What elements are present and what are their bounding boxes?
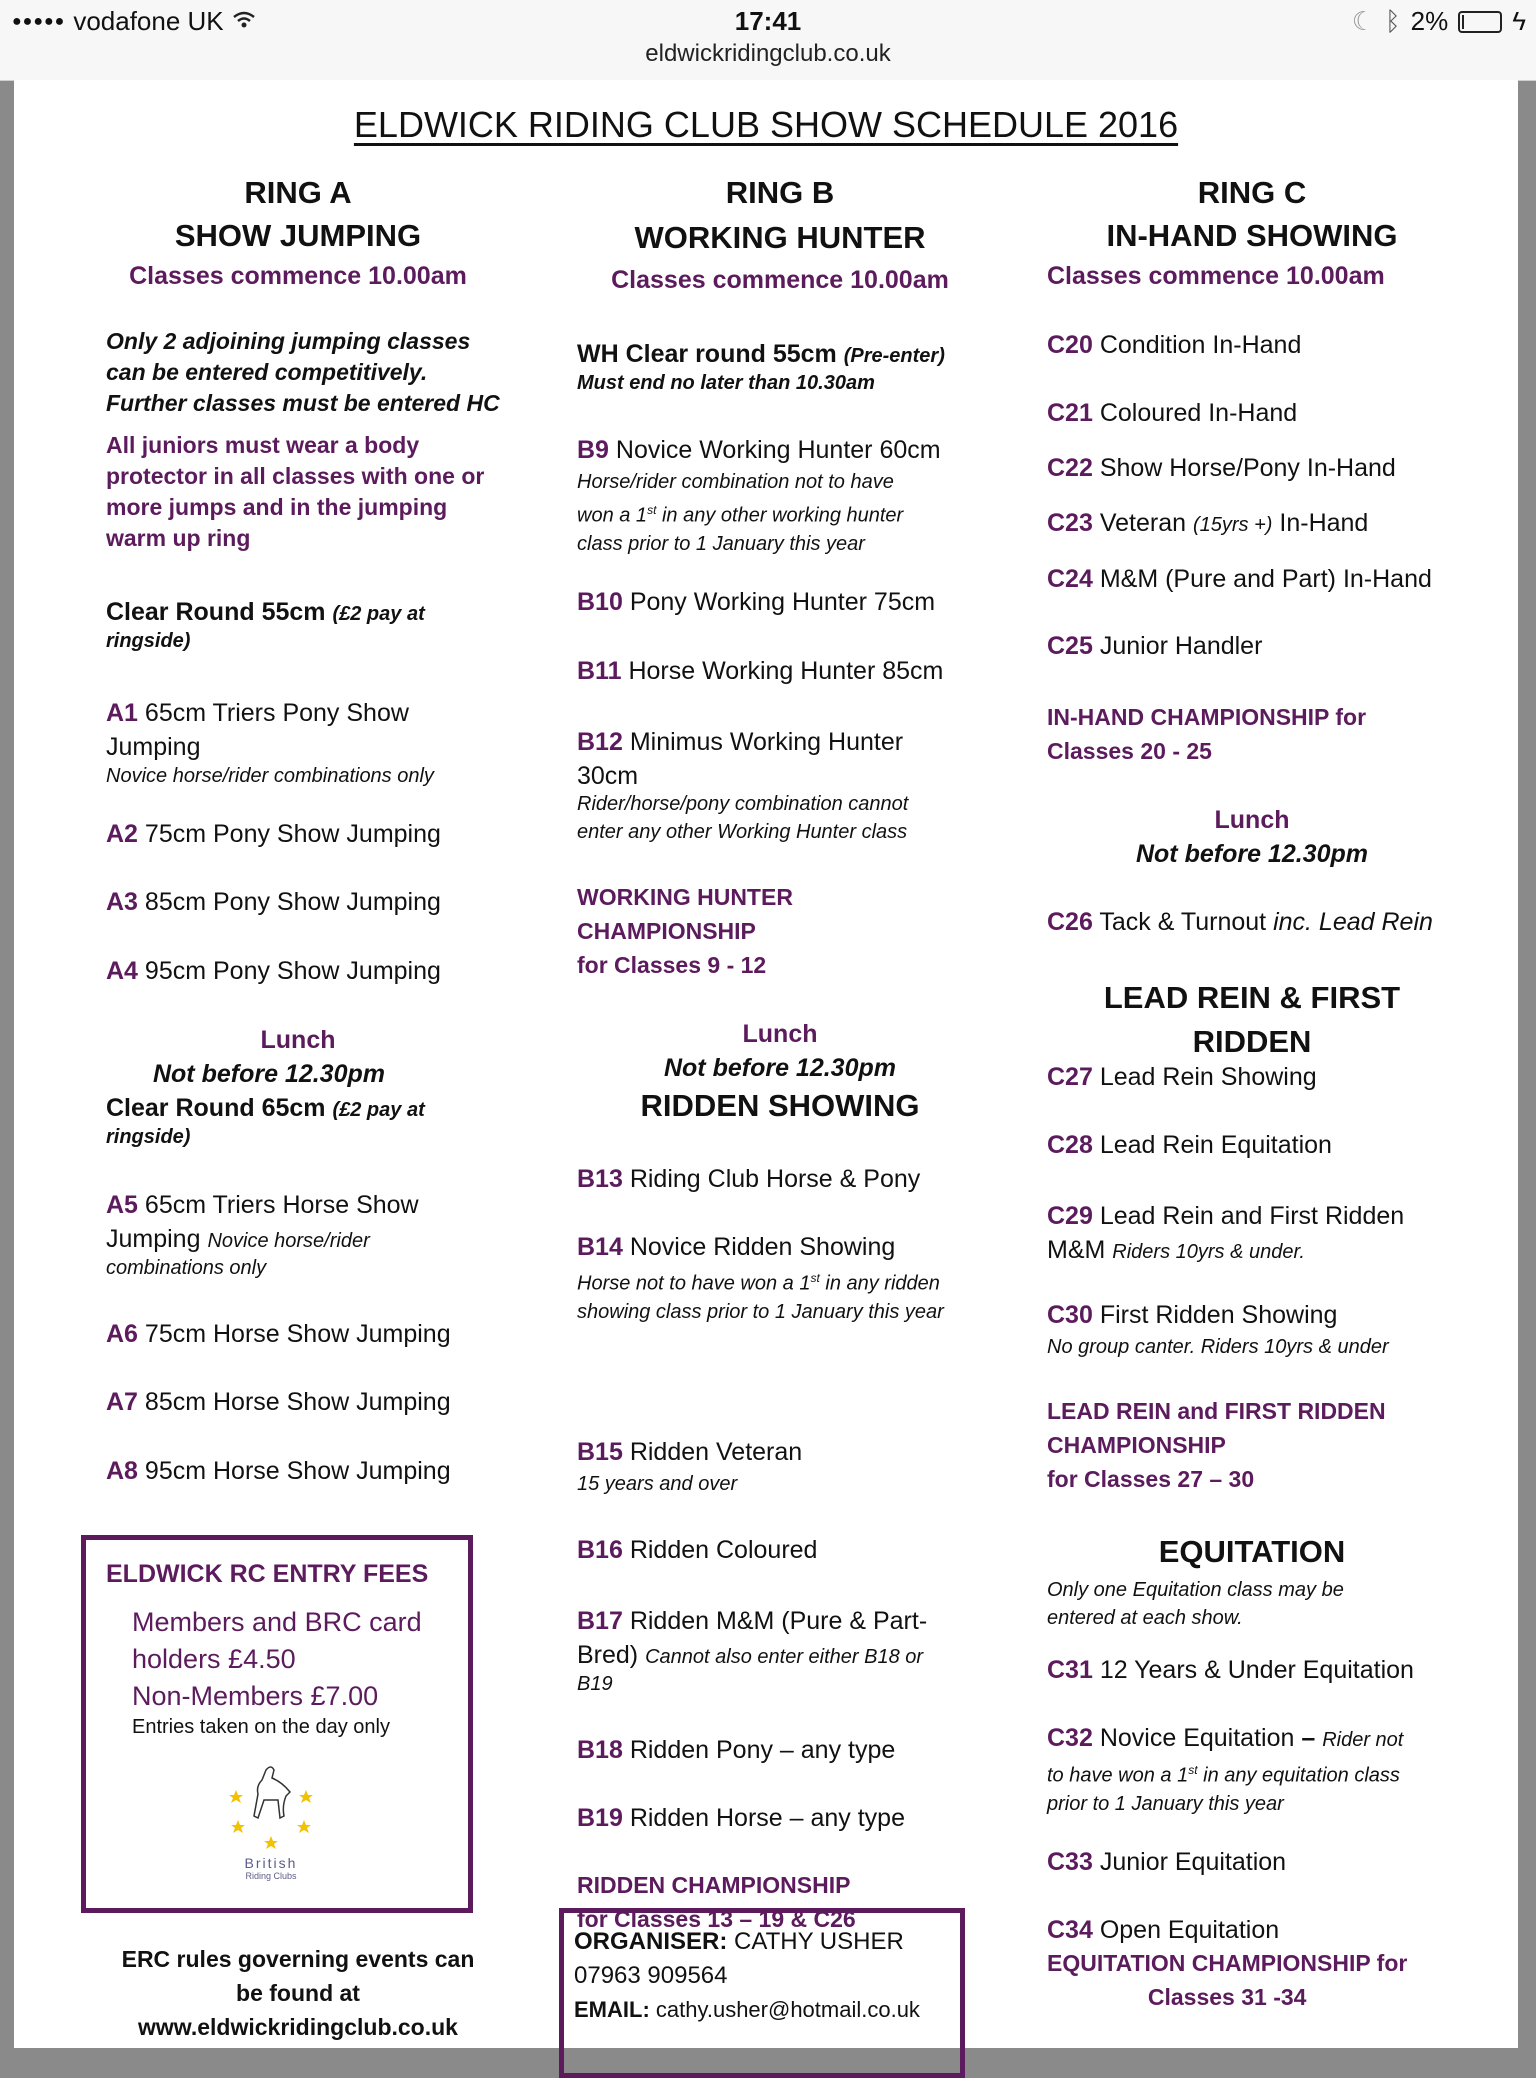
wh-note: Must end no later than 10.30am (577, 372, 875, 394)
battery-icon (1458, 11, 1502, 33)
fee-line: Members and BRC card (132, 1607, 422, 1637)
class-a7 (106, 1388, 451, 1417)
champ-line: EQUITATION CHAMPIONSHIP for (1047, 1950, 1408, 1976)
clear-round-note: (£2 pay at (332, 603, 425, 625)
ridden-showing-heading: RIDDEN SHOWING (640, 1088, 920, 1123)
class-text: Ridden Coloured (629, 1536, 818, 1564)
class-c21 (1047, 399, 1297, 428)
erc-line: ERC rules governing events can (121, 1946, 475, 1972)
class-note: Riders 10yrs & under. (1112, 1241, 1305, 1263)
class-note: Novice horse/rider (207, 1230, 370, 1252)
battery-percent: 2% (1410, 6, 1449, 36)
class-code: A4 (106, 957, 138, 985)
rule-line: warm up ring (106, 525, 251, 551)
note-line: enter any other Working Hunter class (577, 821, 908, 843)
in-hand-championship (1047, 700, 1366, 768)
class-code: C28 (1047, 1131, 1093, 1159)
clear-round-65 (106, 1094, 425, 1123)
class-b16 (577, 1536, 817, 1565)
class-c30 (1047, 1301, 1337, 1330)
email-label: EMAIL: (574, 1997, 650, 2022)
class-code: C26 (1047, 908, 1093, 936)
class-text: Jumping (106, 733, 201, 761)
fee-line: holders £4.50 (132, 1644, 296, 1674)
carrier-name: vodafone UK (73, 6, 224, 36)
class-text: Minimus Working Hunter (629, 728, 904, 756)
lead-rein-championship (1047, 1394, 1386, 1496)
class-text: Lead Rein Equitation (1099, 1131, 1332, 1159)
class-text: First Ridden Showing (1099, 1301, 1338, 1329)
class-text: Novice Equitation (1099, 1724, 1295, 1752)
note-line (1047, 1756, 1400, 1790)
ring-b-name: WORKING HUNTER (634, 220, 926, 255)
clear-round-title: Clear Round 55cm (106, 598, 326, 626)
class-b9-note (577, 468, 903, 558)
class-a5-note: combinations only (106, 1257, 267, 1279)
ring-c-name: IN-HAND SHOWING (1106, 218, 1398, 253)
class-code: C21 (1047, 399, 1093, 427)
ring-a-not-before: Not before 12.30pm (152, 1060, 385, 1088)
class-text: Pony Working Hunter 75cm (629, 588, 936, 616)
entry-fees-note: Entries taken on the day only (132, 1716, 390, 1738)
clear-round-note2: ringside) (106, 1126, 191, 1148)
class-b10 (577, 588, 935, 617)
class-c29 (1047, 1199, 1404, 1269)
class-text: Lead Rein and First Ridden (1099, 1202, 1405, 1230)
note-line: Horse/rider combination not to have (577, 471, 894, 493)
erc-link[interactable]: www.eldwickridingclub.co.uk (138, 2014, 458, 2040)
class-text: M&M (Pure and Part) In-Hand (1099, 565, 1432, 593)
class-code: C24 (1047, 565, 1093, 593)
class-c34 (1047, 1916, 1279, 1945)
class-text: Ridden Veteran (629, 1438, 803, 1466)
class-code: C20 (1047, 331, 1093, 359)
class-text: Condition In-Hand (1099, 331, 1302, 359)
wh-pre-enter: (Pre-enter) (843, 345, 945, 367)
heading-line: LEAD REIN & FIRST (1103, 980, 1401, 1015)
class-text: Jumping (106, 1225, 201, 1253)
champ-line: WORKING HUNTER (577, 884, 793, 910)
class-code: B17 (577, 1607, 623, 1635)
logo-text-clubs: Riding Clubs (245, 1871, 297, 1881)
class-code: C29 (1047, 1202, 1093, 1230)
class-a8 (106, 1457, 451, 1486)
clear-round-note2: ringside) (106, 630, 191, 652)
rule-line: can be entered competitively. (106, 359, 428, 385)
class-b15-note: 15 years and over (577, 1473, 738, 1495)
working-hunter-championship (577, 880, 793, 982)
class-note: (15yrs +) (1192, 514, 1273, 536)
class-text: Riding Club Horse & Pony (629, 1165, 921, 1193)
class-code: C31 (1047, 1656, 1093, 1684)
champ-line: LEAD REIN and FIRST RIDDEN (1047, 1398, 1386, 1424)
entry-fees-prices (132, 1604, 422, 1715)
class-code: A7 (106, 1388, 138, 1416)
wh-clear-round (577, 340, 945, 369)
champ-line: IN-HAND CHAMPIONSHIP for (1047, 704, 1367, 730)
champ-line: for Classes 27 – 30 (1047, 1466, 1255, 1492)
class-text: 85cm Horse Show Jumping (144, 1388, 451, 1416)
class-a6 (106, 1320, 451, 1349)
class-text: 12 Years & Under Equitation (1099, 1656, 1414, 1684)
class-code: B11 (577, 657, 622, 685)
class-code: B15 (577, 1438, 623, 1466)
note-line: class prior to 1 January this year (577, 532, 865, 555)
note-line: Only one Equitation class may be (1047, 1579, 1344, 1601)
class-code: B16 (577, 1536, 623, 1564)
ring-c-commence: Classes commence 10.00am (1047, 262, 1385, 290)
rule-line: All juniors must wear a body (106, 432, 420, 458)
class-code: C27 (1047, 1063, 1093, 1091)
organiser-info (574, 1925, 920, 2027)
class-text: Bred) (577, 1641, 639, 1669)
fee-line: Non-Members £7.00 (132, 1681, 379, 1711)
class-code: A5 (106, 1191, 138, 1219)
class-code: B9 (577, 436, 609, 464)
class-b13 (577, 1165, 920, 1194)
ring-a-rule-jumping (106, 326, 500, 419)
organiser-email-line (574, 1993, 920, 2027)
note-line: entered at each show. (1047, 1607, 1243, 1629)
class-a4 (106, 957, 441, 986)
equitation-championship (1047, 1946, 1407, 2014)
superscript: st (647, 503, 657, 517)
class-text: Ridden Pony – any type (629, 1736, 896, 1764)
note-line: Rider/horse/pony combination cannot (577, 793, 909, 815)
charging-icon: ϟ (1512, 6, 1526, 36)
note-part: to have won a 1 (1047, 1764, 1189, 1787)
class-code: B19 (577, 1804, 623, 1832)
class-c26 (1047, 908, 1433, 937)
class-a3 (106, 888, 441, 917)
status-right (1352, 6, 1526, 37)
class-text: Show Horse/Pony In-Hand (1099, 454, 1396, 482)
page-title (14, 104, 1518, 146)
clear-round-55 (106, 598, 425, 627)
ring-b-not-before: Not before 12.30pm (663, 1054, 896, 1082)
signal-icon: ●●●●● (12, 12, 66, 30)
class-code: A8 (106, 1457, 138, 1485)
class-code: A6 (106, 1320, 138, 1348)
class-note: Cannot also enter either B18 or (645, 1646, 924, 1668)
class-b12 (577, 725, 903, 793)
class-code: B10 (577, 588, 623, 616)
equitation-note (1047, 1576, 1344, 1632)
class-code: A1 (106, 699, 138, 727)
title-text: ELDWICK RIDING CLUB SHOW SCHEDULE 2016 (353, 104, 1179, 145)
lead-rein-heading (972, 976, 1532, 1064)
class-text: In-Hand (1279, 509, 1369, 537)
ring-c-lunch: Lunch (1214, 806, 1290, 834)
ring-a-label: RING A (244, 175, 352, 210)
class-code: B13 (577, 1165, 623, 1193)
rule-line: more jumps and in the jumping (106, 494, 448, 520)
organiser-label: ORGANISER: (574, 1928, 728, 1955)
class-b9 (577, 436, 941, 465)
class-text: Open Equitation (1099, 1916, 1280, 1944)
class-text: Veteran (1099, 509, 1187, 537)
erc-line: be found at (236, 1980, 360, 2006)
class-code: C33 (1047, 1848, 1093, 1876)
class-text: Ridden M&M (Pure & Part- (629, 1607, 928, 1635)
class-a5 (106, 1188, 419, 1258)
class-b15 (577, 1438, 802, 1467)
class-c20 (1047, 331, 1301, 360)
wh-title: WH Clear round 55cm (577, 340, 837, 368)
rule-line: Further classes must be entered HC (106, 390, 500, 416)
class-code: C34 (1047, 1916, 1093, 1944)
class-b17-note: B19 (577, 1673, 613, 1695)
class-c32 (1047, 1724, 1403, 1753)
entry-fees-box (81, 1535, 473, 1913)
class-b18 (577, 1736, 895, 1765)
rule-line: Only 2 adjoining jumping classes (106, 328, 471, 354)
ring-a-commence: Classes commence 10.00am (129, 262, 467, 290)
organiser-name: CATHY USHER (734, 1928, 904, 1955)
ring-c-not-before: Not before 12.30pm (1135, 840, 1368, 868)
note-part: Horse not to have won a 1 (577, 1272, 811, 1295)
class-text: M&M (1047, 1236, 1106, 1264)
class-code: C32 (1047, 1724, 1093, 1752)
note-line (577, 1264, 944, 1298)
class-text: 95cm Horse Show Jumping (144, 1457, 451, 1485)
moon-icon: ☾ (1351, 6, 1376, 36)
class-text: Ridden Horse – any type (629, 1804, 905, 1832)
class-text: Lead Rein Showing (1099, 1063, 1317, 1091)
class-text: Tack & Turnout (1099, 908, 1267, 936)
class-c24 (1047, 565, 1432, 594)
british-riding-clubs-logo (226, 1760, 316, 1880)
logo-text-british: British (244, 1855, 298, 1871)
status-bar (0, 0, 1536, 81)
ring-b-commence: Classes commence 10.00am (611, 266, 949, 294)
champ-line: Classes 31 -34 (1147, 1984, 1307, 2010)
note-line: prior to 1 January this year (1047, 1792, 1284, 1815)
class-code: B12 (577, 728, 623, 756)
class-code: C25 (1047, 632, 1093, 660)
class-code: A3 (106, 888, 138, 916)
class-text: Novice Working Hunter 60cm (615, 436, 941, 464)
class-text: Novice Ridden Showing (629, 1233, 896, 1261)
class-c23 (1047, 509, 1368, 538)
ring-a-lunch: Lunch (260, 1026, 336, 1054)
note-part: in any ridden (819, 1272, 940, 1295)
clear-round-note: (£2 pay at (332, 1099, 425, 1121)
class-text: 85cm Pony Show Jumping (144, 888, 441, 916)
class-c33 (1047, 1848, 1286, 1877)
clear-round-title: Clear Round 65cm (106, 1094, 326, 1122)
class-b11 (577, 657, 943, 686)
champ-line: CHAMPIONSHIP (577, 918, 756, 944)
class-text: Coloured In-Hand (1099, 399, 1298, 427)
ring-a-rule-protector (106, 430, 484, 554)
superscript: st (1188, 1763, 1198, 1777)
class-text: Junior Handler (1099, 632, 1263, 660)
class-a1-note: Novice horse/rider combinations only (106, 765, 434, 787)
note-part: in any other working hunter (656, 504, 904, 527)
class-text: 75cm Horse Show Jumping (144, 1320, 451, 1348)
bluetooth-icon: ᛒ (1385, 6, 1401, 36)
class-code: A2 (106, 820, 138, 848)
champ-line: Classes 20 - 25 (1047, 738, 1212, 764)
champ-line: for Classes 13 – 19 & C26 (577, 1906, 856, 1932)
class-note: Rider not (1322, 1729, 1404, 1751)
ring-a-name: SHOW JUMPING (174, 218, 422, 253)
superscript: st (810, 1271, 820, 1285)
email-link[interactable]: cathy.usher@hotmail.co.uk (655, 1997, 920, 2022)
clock: 17:41 (734, 6, 802, 36)
organiser-box (559, 1908, 965, 2078)
dash: – (1301, 1724, 1316, 1752)
class-note: inc. Lead Rein (1273, 908, 1433, 936)
champ-line: CHAMPIONSHIP (1047, 1432, 1226, 1458)
ring-c-label: RING C (1197, 175, 1307, 210)
class-text: 30cm (577, 762, 639, 790)
class-c28 (1047, 1131, 1332, 1160)
ring-b-lunch: Lunch (742, 1020, 818, 1048)
class-b17 (577, 1604, 927, 1674)
class-a2 (106, 820, 441, 849)
class-a1 (106, 696, 409, 764)
champ-line: RIDDEN CHAMPIONSHIP (577, 1872, 851, 1898)
horse-rider-icon (226, 1760, 316, 1850)
class-text: 65cm Triers Pony Show (144, 699, 409, 727)
document-page (14, 80, 1518, 2048)
rule-line: protector in all classes with one or (106, 463, 485, 489)
class-text: Horse Working Hunter 85cm (628, 657, 944, 685)
erc-rules (14, 1942, 582, 2044)
class-c30-note: No group canter. Riders 10yrs & under (1047, 1336, 1389, 1358)
note-line (577, 496, 903, 530)
class-b14 (577, 1233, 895, 1262)
entry-fees-title: ELDWICK RC ENTRY FEES (106, 1560, 429, 1588)
class-code: C30 (1047, 1301, 1093, 1329)
class-b19 (577, 1804, 905, 1833)
note-line: showing class prior to 1 January this year (577, 1300, 944, 1323)
class-text: 95cm Pony Show Jumping (144, 957, 441, 985)
class-b14-note (577, 1264, 944, 1326)
note-part: won a 1 (577, 504, 648, 527)
class-code: C22 (1047, 454, 1093, 482)
class-c22 (1047, 454, 1396, 483)
class-c25 (1047, 632, 1262, 661)
class-text: Junior Equitation (1099, 1848, 1287, 1876)
class-c31 (1047, 1656, 1414, 1685)
ring-b-label: RING B (725, 175, 835, 210)
class-text: 65cm Triers Horse Show (144, 1191, 419, 1219)
url-bar[interactable]: eldwickridingclub.co.uk (645, 40, 891, 67)
class-code: B14 (577, 1233, 623, 1261)
class-text: 75cm Pony Show Jumping (144, 820, 441, 848)
heading-line: RIDDEN (1192, 1024, 1312, 1059)
equitation-heading: EQUITATION (1158, 1534, 1346, 1569)
organiser-line (574, 1925, 920, 1959)
organiser-phone: 07963 909564 (574, 1962, 728, 1989)
class-c27 (1047, 1063, 1317, 1092)
note-part: in any equitation class (1197, 1764, 1400, 1787)
class-b12-note (577, 790, 908, 846)
class-code: B18 (577, 1736, 623, 1764)
class-c32-note (1047, 1756, 1400, 1818)
class-code: C23 (1047, 509, 1093, 537)
champ-line: for Classes 9 - 12 (577, 952, 767, 978)
